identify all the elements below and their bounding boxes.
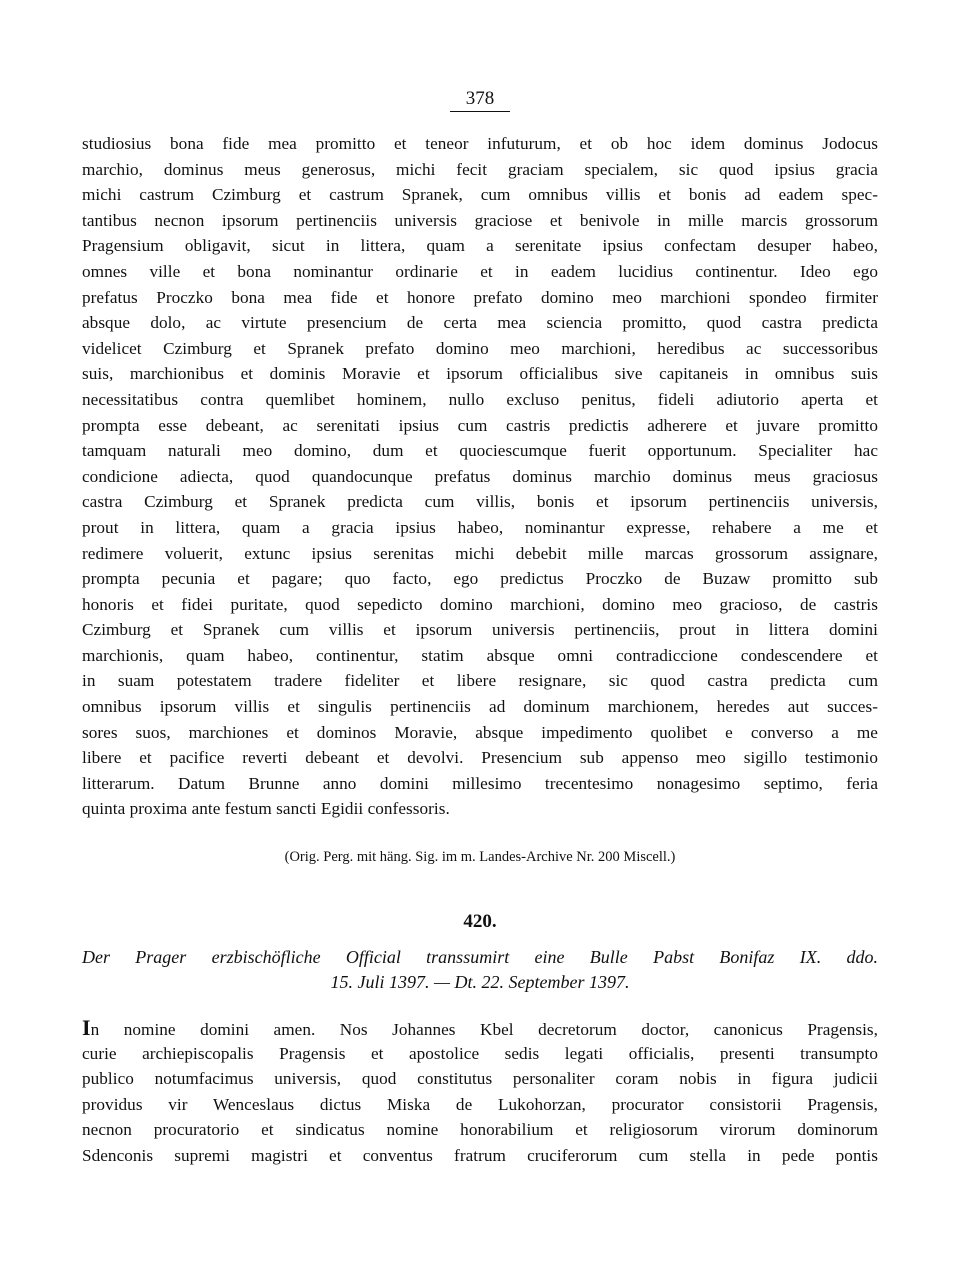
text-line: videlicet Czimburg et Spranek prefato domino meo marchioni, heredibus ac successoribus: [82, 338, 878, 358]
first-line-text: n nomine domini amen. Nos Johannes Kbel decretorum doctor, canonicus Pragensis,: [90, 1020, 878, 1039]
text-line: Pragensium obligavit, sicut in littera, quam a serenitate ipsius confectam desuper habeo,: [82, 236, 878, 256]
text-line: prompta esse debeant, ac serenitati ipsius cum castris predictis adherere et juvare promitto: [82, 415, 878, 435]
text-line: omnibus ipsorum villis et singulis pertinenciis ad dominum marchionem, heredes aut succes-: [82, 697, 878, 717]
text-line: curie archiepiscopalis Pragensis et apostolice sedis legati officialis, presenti transumpto: [82, 1043, 878, 1063]
text-line: marchionis, quam habeo, continentur, statim absque omni contradiccione condescendere et: [82, 645, 878, 665]
text-line: omnes ville et bona nominantur ordinarie et in eadem lucidius continentur. Ideo ego: [82, 261, 878, 281]
text-line: absque dolo, ac virtute presencium de certa mea sciencia promitto, quod castra predicta: [82, 313, 878, 333]
document-text: [82, 1015, 878, 1169]
text-line: studiosius bona fide mea promitto et teneor infuturum, et ob hoc idem dominus Jodocus: [82, 134, 878, 153]
text-line: prout in littera, quam a gracia ipsius habeo, nominantur expresse, rehabere a me et: [82, 517, 878, 537]
text-line: suis, marchionibus et dominis Moravie et ipsorum officialibus sive capitaneis in omnibus suis: [82, 364, 878, 384]
document-number: 420.: [463, 911, 497, 932]
text-line: necessitatibus contra quemlibet hominem, nullo excluso penitus, fideli adiutorio aperta et: [82, 389, 878, 409]
text-line: redimere voluerit, extunc ipsius serenitas michi debebit mille marcas grossorum assignare,: [82, 543, 878, 563]
text-line: in suam potestatem tradere fideliter et libere resignare, sic quod castra predicta cum: [82, 671, 878, 691]
text-line: marchio, dominus meus generosus, michi fecit graciam specialem, sic quod ipsius gracia: [82, 159, 878, 179]
text-line: necnon procuratorio et sindicatus nomine honorabilium et religiosorum virorum dominorum: [82, 1120, 878, 1140]
continuation-text: [82, 131, 878, 822]
document-heading: [82, 945, 878, 995]
page-number-text: 378: [450, 88, 511, 112]
text-line: Sdenconis supremi magistri et conventus fratrum cruciferorum cum stella in pede pontis: [82, 1145, 878, 1165]
heading-date-line: 15. Juli 1397. — Dt. 22. September 1397.: [330, 972, 630, 992]
text-line: libere et pacifice reverti debeant et devolvi. Presencium sub appenso meo sigillo testimonio: [82, 748, 878, 768]
text-line: providus vir Wenceslaus dictus Miska de Lukohorzan, procurator consistorii Pragensis,: [82, 1094, 878, 1114]
text-line: sores suos, marchiones et dominos Moravie, absque impedimento quolibet e converso a me: [82, 722, 878, 742]
initial-letter: I: [82, 1015, 91, 1040]
text-line: prompta pecunia et pagare; quo facto, ego predictus Proczko de Buzaw promitto sub: [82, 569, 878, 589]
text-line: prefatus Proczko bona mea fide et honore prefato domino meo marchioni spondeo firmiter: [82, 287, 878, 307]
text-line: tamquam naturali meo domino, dum et quociescumque fuerit opportunum. Specialiter hac: [82, 441, 878, 461]
text-line: quinta proxima ante festum sancti Egidii confessoris.: [82, 799, 450, 819]
text-line: tantibus necnon ipsorum pertinenciis universis graciose et benivole in mille marcis grossorum: [82, 210, 878, 230]
text-line: condicione adiecta, quod quandocunque prefatus dominus marchio dominus meus graciosus: [82, 466, 878, 486]
text-line: castra Czimburg et Spranek predicta cum villis, bonis et ipsorum pertinenciis universis,: [82, 492, 878, 512]
text-line: Czimburg et Spranek cum villis et ipsorum universis pertinenciis, prout in littera domini: [82, 620, 878, 640]
archive-citation: (Orig. Perg. mit häng. Sig. im m. Landes-Archive Nr. 200 Miscell.): [284, 849, 676, 865]
text-line-first: [82, 1015, 878, 1041]
text-line: publico notumfacimus universis, quod constitutus personaliter coram nobis in figura judicii: [82, 1069, 878, 1089]
text-line: honoris et fidei puritate, quod sepedicto domino marchioni, domino meo gracioso, de castris: [82, 594, 878, 614]
page-number: [82, 88, 878, 112]
heading-line: Der Prager erzbischöfliche Official transsumirt eine Bulle Pabst Bonifaz IX. ddo.: [82, 947, 878, 967]
text-line: litterarum. Datum Brunne anno domini millesimo trecentesimo nonagesimo septimo, feria: [82, 773, 878, 793]
text-line: michi castrum Czimburg et castrum Spranek, cum omnibus villis et bonis ad eadem spec-: [82, 185, 878, 205]
